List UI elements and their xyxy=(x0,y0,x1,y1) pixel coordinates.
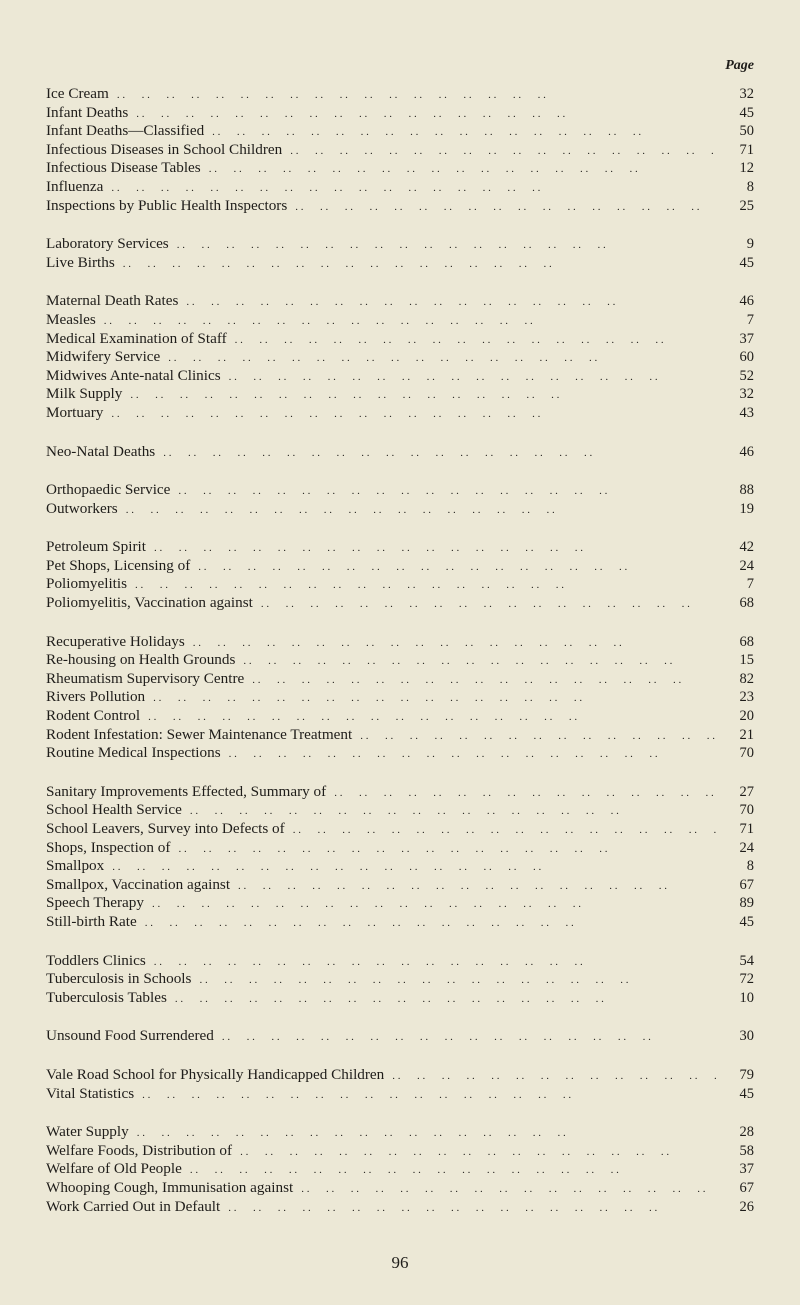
dot-leader xyxy=(177,236,716,255)
index-entry-page: 67 xyxy=(739,1179,754,1196)
index-entry-label: Vale Road School for Physically Handicapped Children xyxy=(46,1065,385,1083)
index-entry-page: 46 xyxy=(739,443,754,460)
index-group xyxy=(46,783,754,932)
index-entry xyxy=(46,688,754,707)
index-entry-label: Midwives Ante-natal Clinics xyxy=(46,366,221,384)
index-entry xyxy=(46,820,754,839)
index-entry-page: 42 xyxy=(739,539,754,556)
index-entry xyxy=(46,670,754,689)
index-entry xyxy=(46,857,754,876)
index-entry-page: 70 xyxy=(739,745,754,762)
page-number: 96 xyxy=(391,1253,409,1272)
index-entry-label: Medical Examination of Staff xyxy=(46,329,227,347)
index-entry-page: 45 xyxy=(739,104,754,121)
index-entry xyxy=(46,876,754,895)
index-entry-label: Rodent Infestation: Sewer Maintenance Treatment xyxy=(46,725,353,743)
index-entry-label: Vital Statistics xyxy=(46,1084,135,1102)
index-entry xyxy=(46,330,754,349)
index-entry xyxy=(46,1160,754,1179)
index-entry-label: Toddlers Clinics xyxy=(46,951,146,969)
index-entry-label: Whooping Cough, Immunisation against xyxy=(46,1178,294,1196)
index-group xyxy=(46,1027,754,1046)
dot-leader xyxy=(199,971,716,990)
index-entry-label: Still-birth Rate xyxy=(46,912,137,930)
dot-leader xyxy=(240,1143,716,1162)
index-entry-page: 8 xyxy=(746,858,754,875)
dot-leader xyxy=(163,444,716,463)
index-entry xyxy=(46,970,754,989)
dot-leader xyxy=(154,953,716,972)
index-entry-page: 82 xyxy=(739,670,754,687)
index-entry xyxy=(46,292,754,311)
index-entry-page: 10 xyxy=(739,989,754,1006)
index-entry-label: Live Births xyxy=(46,253,115,271)
index-entry-page: 30 xyxy=(739,1028,754,1045)
index-group xyxy=(46,952,754,1008)
index-entry xyxy=(46,744,754,763)
index-entry xyxy=(46,481,754,500)
index-entry-label: Tuberculosis Tables xyxy=(46,988,167,1006)
index-entry xyxy=(46,443,754,462)
index-entry-page: 54 xyxy=(739,952,754,969)
dot-leader xyxy=(153,689,716,708)
index-entry-page: 45 xyxy=(739,913,754,930)
index-entry-label: Petroleum Spirit xyxy=(46,538,146,556)
dot-leader xyxy=(392,1067,716,1086)
dot-leader xyxy=(126,501,716,520)
index-entry-page: 32 xyxy=(739,86,754,102)
index-entry xyxy=(46,707,754,726)
dot-leader xyxy=(238,877,716,896)
index-entry-label: Laboratory Services xyxy=(46,235,169,253)
dot-leader xyxy=(130,386,716,405)
index-entry-page: 68 xyxy=(739,633,754,650)
index-entry-label: Smallpox, Vaccination against xyxy=(46,875,231,893)
index-entry xyxy=(46,254,754,273)
index-entry-page: 45 xyxy=(739,1085,754,1102)
index-entry-label: Poliomyelitis, Vaccination against xyxy=(46,594,253,612)
index-entry-label: Mortuary xyxy=(46,403,104,421)
index-entry-label: Re-housing on Health Grounds xyxy=(46,651,236,669)
dot-leader xyxy=(135,576,716,595)
index-entry-label: Water Supply xyxy=(46,1123,129,1141)
index-entry-label: Maternal Death Rates xyxy=(46,292,179,310)
index-group xyxy=(46,481,754,518)
dot-leader xyxy=(209,160,716,179)
index-entry-page: 79 xyxy=(739,1066,754,1083)
index-entry-label: Infant Deaths—Classified xyxy=(46,122,205,140)
index-entry-page: 20 xyxy=(739,708,754,725)
dot-leader xyxy=(301,1180,716,1199)
index-entry-label: School Leavers, Survey into Defects of xyxy=(46,820,285,837)
index-entry xyxy=(46,801,754,820)
index-entry-page: 50 xyxy=(739,123,754,140)
index-entry-label: Inspections by Public Health Inspectors xyxy=(46,196,288,214)
index-group xyxy=(46,443,754,462)
index-entry xyxy=(46,1027,754,1046)
index-entry xyxy=(46,783,754,802)
dot-leader xyxy=(152,895,716,914)
index-entry-label: Tuberculosis in Schools xyxy=(46,970,192,988)
index-entry-page: 37 xyxy=(739,1161,754,1178)
index-entry-label: Speech Therapy xyxy=(46,894,144,912)
index-entry xyxy=(46,311,754,330)
subject-index xyxy=(46,85,754,1236)
index-entry-page: 52 xyxy=(739,367,754,384)
index-group xyxy=(46,85,754,215)
index-group xyxy=(46,633,754,763)
index-entry-page: 58 xyxy=(739,1142,754,1159)
dot-leader xyxy=(136,105,716,124)
index-group xyxy=(46,235,754,272)
index-entry-label: Midwifery Service xyxy=(46,348,161,366)
index-entry xyxy=(46,1085,754,1104)
index-entry-page: 71 xyxy=(739,141,754,158)
dot-leader xyxy=(252,671,716,690)
dot-leader xyxy=(168,349,716,368)
index-entry-label: Pet Shops, Licensing of xyxy=(46,556,191,574)
dot-leader xyxy=(229,745,716,764)
index-entry-page: 45 xyxy=(739,254,754,271)
index-header xyxy=(46,58,754,82)
index-entry xyxy=(46,500,754,519)
index-entry-page: 12 xyxy=(739,160,754,177)
index-entry xyxy=(46,85,754,104)
dot-leader xyxy=(178,482,716,501)
index-entry-page: 15 xyxy=(739,652,754,669)
index-entry xyxy=(46,1142,754,1161)
index-entry-page: 25 xyxy=(739,197,754,214)
index-group xyxy=(46,538,754,612)
index-entry-page: 21 xyxy=(739,726,754,743)
index-entry-page: 9 xyxy=(746,236,754,253)
index-entry-page: 19 xyxy=(739,500,754,517)
index-entry xyxy=(46,952,754,971)
index-entry xyxy=(46,1123,754,1142)
index-entry xyxy=(46,235,754,254)
index-entry xyxy=(46,575,754,594)
index-entry xyxy=(46,141,754,160)
index-entry-page: 37 xyxy=(739,330,754,347)
dot-leader xyxy=(360,727,716,746)
index-entry-page: 68 xyxy=(739,595,754,612)
index-group xyxy=(46,1123,754,1216)
dot-leader xyxy=(190,802,716,821)
index-entry xyxy=(46,913,754,932)
dot-leader xyxy=(178,840,716,859)
dot-leader xyxy=(148,708,716,727)
index-entry-label: Orthopaedic Service xyxy=(46,481,171,499)
index-entry xyxy=(46,178,754,197)
dot-leader xyxy=(104,312,716,331)
index-entry xyxy=(46,538,754,557)
dot-leader xyxy=(111,179,716,198)
dot-leader xyxy=(295,198,716,217)
index-entry-page: 28 xyxy=(739,1124,754,1141)
index-entry-page: 7 xyxy=(746,311,754,328)
dot-leader xyxy=(261,595,716,614)
index-entry xyxy=(46,989,754,1008)
index-entry xyxy=(46,651,754,670)
index-entry-label: Recuperative Holidays xyxy=(46,632,185,650)
index-entry-page: 23 xyxy=(739,689,754,706)
dot-leader xyxy=(123,255,716,274)
index-entry xyxy=(46,385,754,404)
index-entry-label: Shops, Inspection of xyxy=(46,838,171,856)
index-group xyxy=(46,1066,754,1103)
index-entry-page: 46 xyxy=(739,293,754,310)
index-entry-label: School Health Service xyxy=(46,801,182,819)
index-entry-page: 71 xyxy=(739,821,754,837)
index-entry-label: Infant Deaths xyxy=(46,103,129,121)
dot-leader xyxy=(222,1028,716,1047)
dot-leader xyxy=(137,1124,716,1143)
index-entry-page: 70 xyxy=(739,802,754,819)
dot-leader xyxy=(235,331,716,350)
index-entry-page: 7 xyxy=(746,576,754,593)
index-entry xyxy=(46,1198,754,1217)
index-entry-page: 24 xyxy=(739,839,754,856)
index-entry-page: 27 xyxy=(739,783,754,800)
index-entry-page: 60 xyxy=(739,349,754,366)
dot-leader xyxy=(243,652,716,671)
dot-leader xyxy=(193,634,716,653)
index-entry-label: Welfare of Old People xyxy=(46,1160,182,1178)
index-entry-label: Measles xyxy=(46,310,96,328)
index-entry xyxy=(46,348,754,367)
index-entry-page: 88 xyxy=(739,482,754,499)
dot-leader xyxy=(293,821,716,840)
index-entry xyxy=(46,726,754,745)
index-entry-page: 67 xyxy=(739,876,754,893)
index-group xyxy=(46,292,754,422)
index-entry-label: Routine Medical Inspections xyxy=(46,744,221,762)
dot-leader xyxy=(117,86,716,105)
index-entry-label: Sanitary Improvements Effected, Summary of xyxy=(46,782,327,800)
index-entry xyxy=(46,404,754,423)
index-entry xyxy=(46,839,754,858)
index-entry xyxy=(46,367,754,386)
index-entry-page: 26 xyxy=(739,1198,754,1215)
dot-leader xyxy=(198,558,716,577)
index-entry xyxy=(46,1066,754,1085)
index-entry-label: Neo-Natal Deaths xyxy=(46,442,156,460)
index-entry xyxy=(46,633,754,652)
dot-leader xyxy=(212,123,716,142)
index-entry-label: Work Carried Out in Default xyxy=(46,1197,221,1215)
dot-leader xyxy=(154,539,716,558)
dot-leader xyxy=(145,914,716,933)
dot-leader xyxy=(229,368,716,387)
index-entry-page: 89 xyxy=(739,895,754,912)
index-entry-label: Outworkers xyxy=(46,499,118,517)
index-entry-page: 72 xyxy=(739,971,754,988)
index-entry xyxy=(46,557,754,576)
index-entry-label: Infectious Diseases in School Children xyxy=(46,140,283,158)
index-entry-label: Poliomyelitis xyxy=(46,575,128,593)
dot-leader xyxy=(190,1161,716,1180)
index-entry-page: 32 xyxy=(739,386,754,403)
index-entry-label: Infectious Disease Tables xyxy=(46,159,201,177)
index-entry-page: 43 xyxy=(739,404,754,421)
index-entry xyxy=(46,159,754,178)
index-entry-label: Unsound Food Surrendered xyxy=(46,1027,214,1045)
dot-leader xyxy=(175,990,716,1009)
index-entry-label: Milk Supply xyxy=(46,385,123,403)
index-entry-page: 24 xyxy=(739,557,754,574)
index-entry-label: Smallpox xyxy=(46,857,105,875)
dot-leader xyxy=(334,784,716,803)
dot-leader xyxy=(290,142,716,161)
index-entry xyxy=(46,894,754,913)
index-entry-label: Influenza xyxy=(46,177,104,195)
index-entry-page: 8 xyxy=(746,178,754,195)
index-entry-label: Rivers Pollution xyxy=(46,688,146,706)
index-entry-label: Welfare Foods, Distribution of xyxy=(46,1141,233,1159)
dot-leader xyxy=(228,1199,716,1218)
index-entry xyxy=(46,1179,754,1198)
index-entry-label: Rodent Control xyxy=(46,707,141,725)
index-entry-label: Ice Cream xyxy=(46,85,109,102)
dot-leader xyxy=(112,858,716,877)
index-entry xyxy=(46,122,754,141)
dot-leader xyxy=(142,1086,716,1105)
index-entry xyxy=(46,594,754,613)
index-entry xyxy=(46,197,754,216)
dot-leader xyxy=(111,405,716,424)
index-entry-label: Rheumatism Supervisory Centre xyxy=(46,669,245,687)
page-column-label: Page xyxy=(725,58,754,73)
index-entry xyxy=(46,104,754,123)
dot-leader xyxy=(186,293,716,312)
